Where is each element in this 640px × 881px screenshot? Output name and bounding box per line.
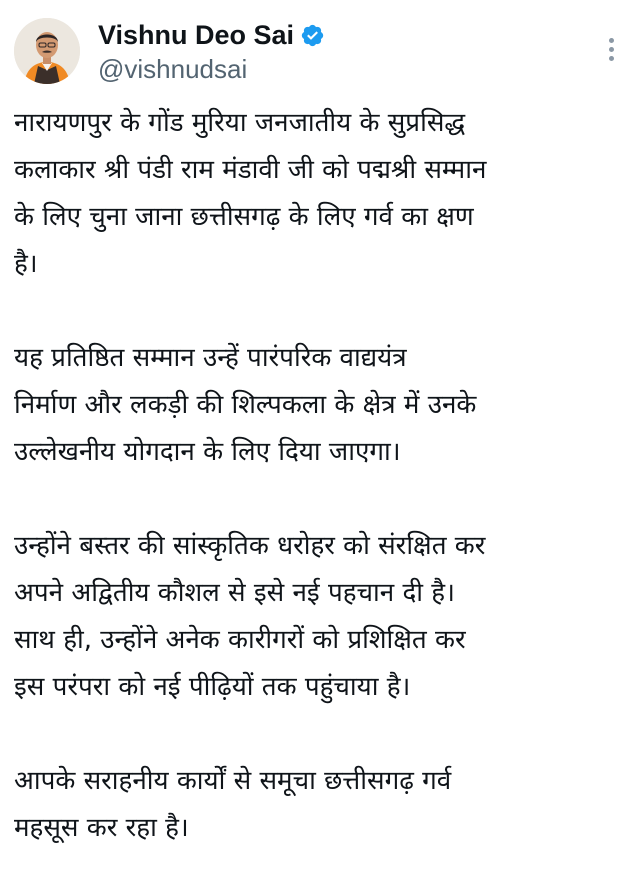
display-name[interactable]: Vishnu Deo Sai	[98, 19, 295, 50]
avatar[interactable]	[14, 18, 80, 84]
author-info	[98, 18, 325, 85]
verified-badge-icon[interactable]	[300, 23, 325, 48]
tweet-header	[14, 16, 626, 88]
profile-photo-icon	[14, 18, 80, 84]
more-options-icon[interactable]	[606, 38, 616, 68]
tweet-paragraph: आपके सराहनीय कार्यों से समूचा छत्तीसगढ़ गर्व महसूस कर रहा है।	[14, 766, 452, 843]
display-name-row	[98, 18, 325, 52]
user-handle[interactable]: @vishnudsai	[98, 54, 248, 84]
tweet-paragraph: नारायणपुर के गोंड मुरिया जनजातीय के सुप्रसिद्ध कलाकार श्री पंडी राम मंडावी जी को पद्मश्री सम्मान के लिए चुना जाना छत्तीसगढ़ के लिए गर्व का क्षण है।	[14, 108, 487, 279]
tweet-paragraph: उन्होंने बस्तर की सांस्कृतिक धरोहर को संरक्षित कर अपने अद्वितीय कौशल से इसे नई पहचान दी है। साथ ही, उन्होंने अनेक कारीगरों को प्रशिक्षित कर इस परंपरा को नई पीढ़ियों तक पहुंचाया है।	[14, 531, 486, 702]
tweet-paragraph: यह प्रतिष्ठित सम्मान उन्हें पारंपरिक वाद्ययंत्र निर्माण और लकड़ी की शिल्पकला के क्षेत्र में उनके उल्लेखनीय योगदान के लिए दिया जाएगा।	[14, 343, 477, 467]
tweet-text	[14, 100, 626, 852]
